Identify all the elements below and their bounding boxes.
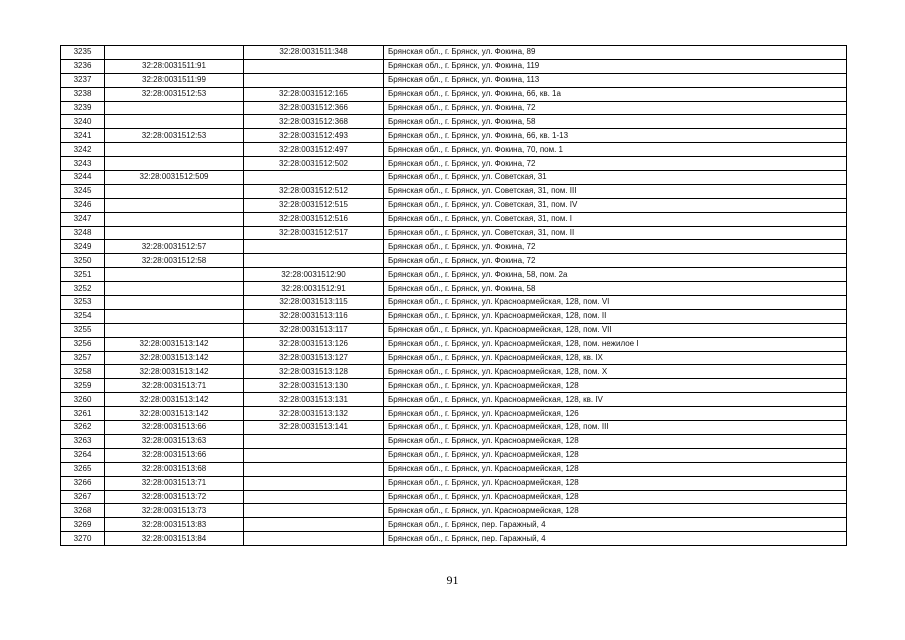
cadastral-number-2-cell (244, 504, 384, 518)
row-number-cell: 3262 (61, 421, 105, 435)
address-cell: Брянская обл., г. Брянск, ул. Красноармейская, 128, пом. III (384, 421, 847, 435)
table-row (61, 476, 847, 490)
row-number-cell: 3258 (61, 365, 105, 379)
cadastral-number-cell (105, 143, 244, 157)
row-number-cell: 3264 (61, 448, 105, 462)
cadastral-number-cell: 32:28:0031512:57 (105, 240, 244, 254)
cadastral-number-2-cell: 32:28:0031512:516 (244, 212, 384, 226)
row-number-cell: 3261 (61, 407, 105, 421)
cadastral-number-2-cell: 32:28:0031512:90 (244, 268, 384, 282)
cadastral-number-2-cell (244, 448, 384, 462)
table-row (61, 490, 847, 504)
address-cell: Брянская обл., г. Брянск, ул. Красноармейская, 128 (384, 448, 847, 462)
cadastral-number-2-cell (244, 171, 384, 185)
cadastral-number-cell (105, 46, 244, 60)
table-row (61, 240, 847, 254)
cadastral-number-cell (105, 115, 244, 129)
row-number-cell: 3243 (61, 157, 105, 171)
cadastral-number-cell: 32:28:0031512:58 (105, 254, 244, 268)
cadastral-number-2-cell: 32:28:0031512:497 (244, 143, 384, 157)
cadastral-number-cell: 32:28:0031513:84 (105, 532, 244, 546)
table-row (61, 143, 847, 157)
row-number-cell: 3268 (61, 504, 105, 518)
row-number-cell: 3237 (61, 73, 105, 87)
cadastral-number-cell: 32:28:0031512:53 (105, 129, 244, 143)
cadastral-number-2-cell (244, 490, 384, 504)
cadastral-number-2-cell (244, 73, 384, 87)
table-row (61, 157, 847, 171)
cadastral-number-cell (105, 268, 244, 282)
table-row (61, 518, 847, 532)
table-body (61, 46, 847, 546)
row-number-cell: 3249 (61, 240, 105, 254)
cadastral-number-cell (105, 323, 244, 337)
cadastral-number-2-cell (244, 532, 384, 546)
table-row (61, 87, 847, 101)
cadastral-number-2-cell: 32:28:0031512:512 (244, 184, 384, 198)
row-number-cell: 3235 (61, 46, 105, 60)
cadastral-number-cell: 32:28:0031513:142 (105, 365, 244, 379)
row-number-cell: 3263 (61, 434, 105, 448)
address-cell: Брянская обл., г. Брянск, ул. Фокина, 58, пом. 2а (384, 268, 847, 282)
row-number-cell: 3267 (61, 490, 105, 504)
cadastral-number-cell: 32:28:0031513:83 (105, 518, 244, 532)
table-row (61, 101, 847, 115)
address-cell: Брянская обл., г. Брянск, ул. Красноармейская, 128 (384, 490, 847, 504)
cadastral-number-cell: 32:28:0031513:68 (105, 462, 244, 476)
cadastral-number-cell: 32:28:0031513:73 (105, 504, 244, 518)
address-cell: Брянская обл., г. Брянск, пер. Гаражный, 4 (384, 518, 847, 532)
table-row (61, 448, 847, 462)
cadastral-number-cell (105, 157, 244, 171)
cadastral-number-2-cell (244, 518, 384, 532)
table-row (61, 73, 847, 87)
row-number-cell: 3253 (61, 296, 105, 310)
cadastral-number-cell: 32:28:0031513:142 (105, 337, 244, 351)
cadastral-number-2-cell (244, 476, 384, 490)
address-cell: Брянская обл., г. Брянск, ул. Советская, 31 (384, 171, 847, 185)
cadastral-number-2-cell: 32:28:0031512:493 (244, 129, 384, 143)
cadastral-number-2-cell (244, 462, 384, 476)
table-row (61, 323, 847, 337)
row-number-cell: 3269 (61, 518, 105, 532)
row-number-cell: 3259 (61, 379, 105, 393)
address-cell: Брянская обл., г. Брянск, ул. Красноармейская, 128, пом. II (384, 309, 847, 323)
address-cell: Брянская обл., г. Брянск, ул. Фокина, 58 (384, 115, 847, 129)
address-cell: Брянская обл., г. Брянск, ул. Фокина, 70, пом. 1 (384, 143, 847, 157)
table-row (61, 171, 847, 185)
cadastral-number-2-cell: 32:28:0031513:115 (244, 296, 384, 310)
address-cell: Брянская обл., г. Брянск, ул. Красноармейская, 128, пом. нежилое I (384, 337, 847, 351)
page-number: 91 (446, 573, 459, 587)
row-number-cell: 3270 (61, 532, 105, 546)
table-row (61, 393, 847, 407)
cadastral-number-2-cell: 32:28:0031512:502 (244, 157, 384, 171)
row-number-cell: 3245 (61, 184, 105, 198)
cadastral-number-2-cell: 32:28:0031512:368 (244, 115, 384, 129)
cadastral-number-2-cell: 32:28:0031512:517 (244, 226, 384, 240)
row-number-cell: 3238 (61, 87, 105, 101)
row-number-cell: 3260 (61, 393, 105, 407)
cadastral-number-cell: 32:28:0031513:63 (105, 434, 244, 448)
cadastral-number-cell (105, 282, 244, 296)
cadastral-number-2-cell (244, 240, 384, 254)
address-cell: Брянская обл., г. Брянск, ул. Фокина, 113 (384, 73, 847, 87)
cadastral-number-2-cell: 32:28:0031513:127 (244, 351, 384, 365)
cadastral-number-cell (105, 309, 244, 323)
address-cell: Брянская обл., г. Брянск, пер. Гаражный, 4 (384, 532, 847, 546)
table-row (61, 46, 847, 60)
address-cell: Брянская обл., г. Брянск, ул. Красноармейская, 128 (384, 379, 847, 393)
cadastral-number-cell: 32:28:0031513:66 (105, 421, 244, 435)
row-number-cell: 3242 (61, 143, 105, 157)
row-number-cell: 3236 (61, 59, 105, 73)
table-row (61, 198, 847, 212)
address-cell: Брянская обл., г. Брянск, ул. Красноармейская, 128, пом. X (384, 365, 847, 379)
table-row (61, 129, 847, 143)
table-row (61, 254, 847, 268)
row-number-cell: 3256 (61, 337, 105, 351)
address-cell: Брянская обл., г. Брянск, ул. Красноармейская, 128 (384, 434, 847, 448)
row-number-cell: 3250 (61, 254, 105, 268)
row-number-cell: 3255 (61, 323, 105, 337)
row-number-cell: 3248 (61, 226, 105, 240)
address-cell: Брянская обл., г. Брянск, ул. Советская, 31, пом. III (384, 184, 847, 198)
cadastral-number-2-cell: 32:28:0031512:165 (244, 87, 384, 101)
cadastral-number-2-cell: 32:28:0031512:91 (244, 282, 384, 296)
address-cell: Брянская обл., г. Брянск, ул. Фокина, 66, кв. 1а (384, 87, 847, 101)
address-cell: Брянская обл., г. Брянск, ул. Фокина, 58 (384, 282, 847, 296)
cadastral-number-cell: 32:28:0031513:71 (105, 379, 244, 393)
cadastral-number-2-cell: 32:28:0031512:366 (244, 101, 384, 115)
row-number-cell: 3240 (61, 115, 105, 129)
address-cell: Брянская обл., г. Брянск, ул. Красноармейская, 128, пом. VI (384, 296, 847, 310)
cadastral-number-2-cell: 32:28:0031513:132 (244, 407, 384, 421)
cadastral-number-cell: 32:28:0031513:142 (105, 407, 244, 421)
table-row (61, 268, 847, 282)
table-row (61, 351, 847, 365)
address-cell: Брянская обл., г. Брянск, ул. Фокина, 72 (384, 254, 847, 268)
cadastral-number-cell: 32:28:0031512:53 (105, 87, 244, 101)
cadastral-number-2-cell (244, 254, 384, 268)
cadastral-number-2-cell: 32:28:0031511:348 (244, 46, 384, 60)
address-cell: Брянская обл., г. Брянск, ул. Фокина, 66, кв. 1-13 (384, 129, 847, 143)
address-cell: Брянская обл., г. Брянск, ул. Красноармейская, 128 (384, 462, 847, 476)
address-cell: Брянская обл., г. Брянск, ул. Советская, 31, пом. II (384, 226, 847, 240)
cadastral-number-cell (105, 184, 244, 198)
address-cell: Брянская обл., г. Брянск, ул. Фокина, 72 (384, 101, 847, 115)
address-cell: Брянская обл., г. Брянск, ул. Советская, 31, пом. IV (384, 198, 847, 212)
table-row (61, 115, 847, 129)
address-cell: Брянская обл., г. Брянск, ул. Красноармейская, 126 (384, 407, 847, 421)
cadastral-number-cell (105, 101, 244, 115)
cadastral-number-cell: 32:28:0031513:71 (105, 476, 244, 490)
table-row (61, 226, 847, 240)
cadastral-number-2-cell (244, 434, 384, 448)
cadastral-number-2-cell (244, 59, 384, 73)
table-row (61, 309, 847, 323)
cadastral-number-2-cell: 32:28:0031513:141 (244, 421, 384, 435)
row-number-cell: 3251 (61, 268, 105, 282)
table-row (61, 407, 847, 421)
address-cell: Брянская обл., г. Брянск, ул. Советская, 31, пом. I (384, 212, 847, 226)
row-number-cell: 3241 (61, 129, 105, 143)
cadastral-number-cell (105, 212, 244, 226)
table-row (61, 434, 847, 448)
address-cell: Брянская обл., г. Брянск, ул. Красноармейская, 128 (384, 476, 847, 490)
cadastral-number-cell: 32:28:0031513:66 (105, 448, 244, 462)
table-row (61, 532, 847, 546)
cadastral-number-cell: 32:28:0031513:142 (105, 393, 244, 407)
cadastral-number-2-cell: 32:28:0031513:128 (244, 365, 384, 379)
cadastral-number-2-cell: 32:28:0031513:131 (244, 393, 384, 407)
row-number-cell: 3266 (61, 476, 105, 490)
address-cell: Брянская обл., г. Брянск, ул. Фокина, 89 (384, 46, 847, 60)
address-cell: Брянская обл., г. Брянск, ул. Фокина, 72 (384, 240, 847, 254)
row-number-cell: 3246 (61, 198, 105, 212)
cadastral-number-cell: 32:28:0031511:91 (105, 59, 244, 73)
address-cell: Брянская обл., г. Брянск, ул. Фокина, 119 (384, 59, 847, 73)
table-row (61, 365, 847, 379)
table-row (61, 282, 847, 296)
address-cell: Брянская обл., г. Брянск, ул. Фокина, 72 (384, 157, 847, 171)
table-row (61, 421, 847, 435)
table-row (61, 59, 847, 73)
cadastral-table-container (60, 45, 846, 546)
cadastral-number-cell (105, 198, 244, 212)
row-number-cell: 3254 (61, 309, 105, 323)
address-cell: Брянская обл., г. Брянск, ул. Красноармейская, 128, кв. IX (384, 351, 847, 365)
table-row (61, 379, 847, 393)
row-number-cell: 3244 (61, 171, 105, 185)
address-cell: Брянская обл., г. Брянск, ул. Красноармейская, 128, пом. VII (384, 323, 847, 337)
cadastral-number-cell: 32:28:0031512:509 (105, 171, 244, 185)
cadastral-number-2-cell: 32:28:0031512:515 (244, 198, 384, 212)
cadastral-number-2-cell: 32:28:0031513:130 (244, 379, 384, 393)
address-cell: Брянская обл., г. Брянск, ул. Красноармейская, 128 (384, 504, 847, 518)
cadastral-number-cell: 32:28:0031511:99 (105, 73, 244, 87)
cadastral-number-2-cell: 32:28:0031513:126 (244, 337, 384, 351)
address-cell: Брянская обл., г. Брянск, ул. Красноармейская, 128, кв. IV (384, 393, 847, 407)
cadastral-number-cell (105, 296, 244, 310)
row-number-cell: 3252 (61, 282, 105, 296)
cadastral-number-cell: 32:28:0031513:142 (105, 351, 244, 365)
row-number-cell: 3247 (61, 212, 105, 226)
cadastral-number-2-cell: 32:28:0031513:116 (244, 309, 384, 323)
cadastral-number-cell (105, 226, 244, 240)
cadastral-number-cell: 32:28:0031513:72 (105, 490, 244, 504)
cadastral-number-2-cell: 32:28:0031513:117 (244, 323, 384, 337)
row-number-cell: 3265 (61, 462, 105, 476)
table-row (61, 296, 847, 310)
table-row (61, 337, 847, 351)
table-row (61, 184, 847, 198)
row-number-cell: 3257 (61, 351, 105, 365)
cadastral-table (60, 45, 847, 546)
table-row (61, 212, 847, 226)
table-row (61, 504, 847, 518)
table-row (61, 462, 847, 476)
row-number-cell: 3239 (61, 101, 105, 115)
